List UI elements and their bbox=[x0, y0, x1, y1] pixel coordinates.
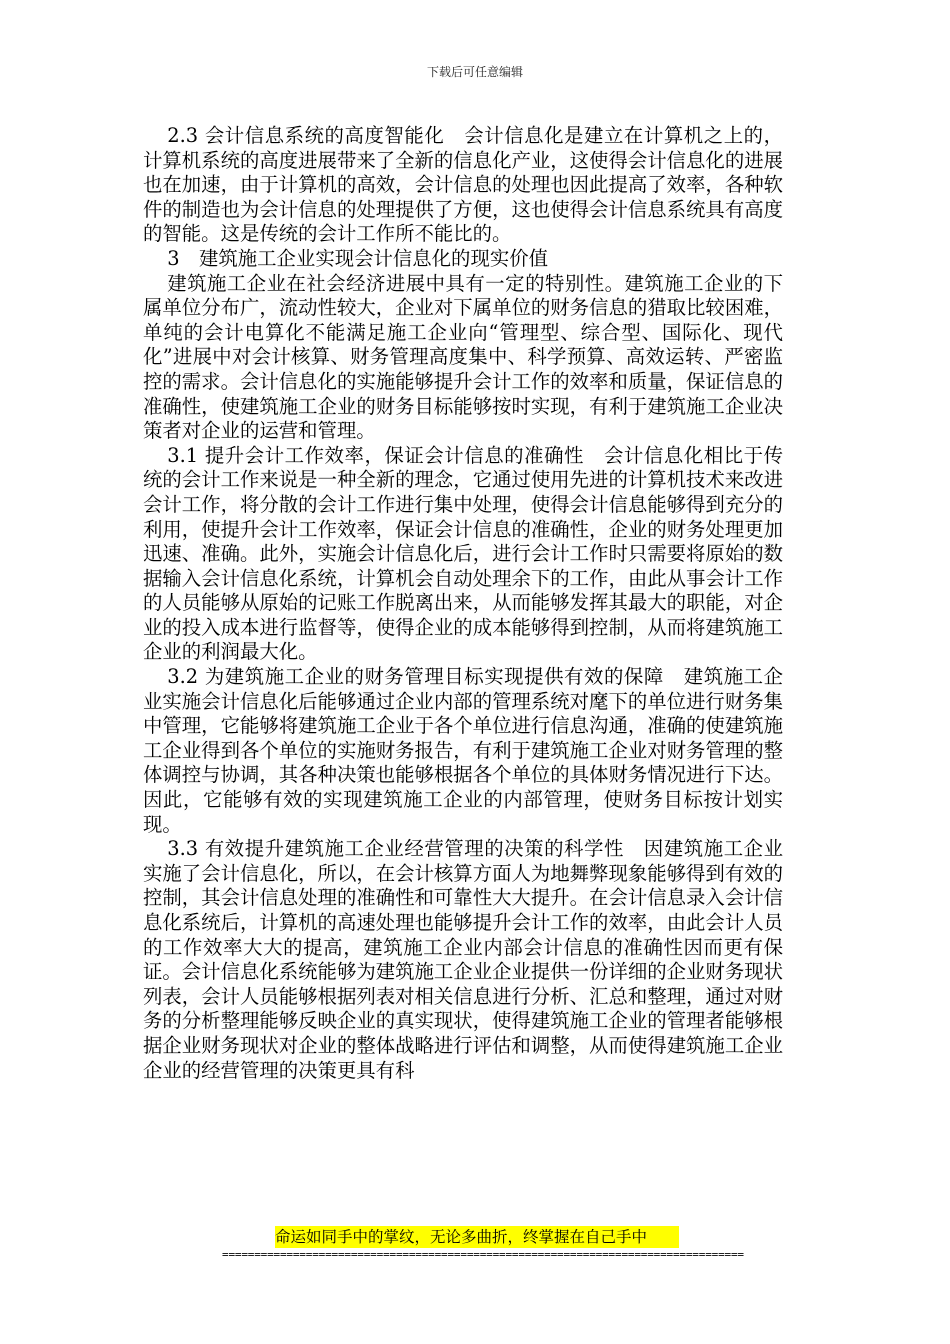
paragraph-2-3: 2.3 会计信息系统的高度智能化 会计信息化是建立在计算机之上的，计算机系统的高度进展带来了全新的信息化产业，这使得会计信息化的进展也在加速，由于计算机的高效，会计信息的处理也因此提高了效率，各种软件的制造也为会计信息的处理提供了方便，这也使得会计信息系统具有高度的智能。这是传统的会计工作所不能比的。 bbox=[143, 124, 783, 246]
page-header: 下载后可任意编辑 bbox=[426, 65, 523, 79]
paragraph-3-3: 3.3 有效提升建筑施工企业经营管理的决策的科学性 因建筑施工企业实施了会计信息化，所以，在会计核算方面人为地舞弊现象能够得到有效的控制，其会计信息处理的准确性和可靠性大大提升。在会计信息录入会计信息化系统后，计算机的高速处理也能够提升会计工作的效率，由此会计人员的工作效率大大的提高，建筑施工企业内部会计信息的准确性因而更有保证。会计信息化系统能够为建筑施工企业企业提供一份详细的企业财务现状列表，会计人员能够根据列表对相关信息进行分析、汇总和整理，通过对财务的分析整理能够反映企业的真实现状，使得建筑施工企业的管理者能够根据企业财务现状对企业的整体战略进行评估和调整，从而使得建筑施工企业企业的经营管理的决策更具有科 bbox=[143, 837, 783, 1082]
paragraph-3-2: 3.2 为建筑施工企业的财务管理目标实现提供有效的保障 建筑施工企业实施会计信息化后能够通过企业内部的管理系统对麾下的单位进行财务集中管理，它能够将建筑施工企业于各个单位进行信息沟通，准确的使建筑施工企业得到各个单位的实施财务报告，有利于建筑施工企业对财务管理的整体调控与协调，其各种决策也能够根据各个单位的具体财务情况进行下达。因此，它能够有效的实现建筑施工企业的内部管理，使财务目标按计划实现。 bbox=[143, 665, 783, 836]
document-body bbox=[143, 124, 783, 1083]
section-heading-3: 3 建筑施工企业实现会计信息化的现实价值 bbox=[167, 246, 549, 270]
paragraph-3-intro: 建筑施工企业在社会经济进展中具有一定的特别性。建筑施工企业的下属单位分布广，流动性较大，企业对下属单位的财务信息的猎取比较困难，单纯的会计电算化不能满足施工企业向“管理型、综合型、国际化、现代化”进展中对会计核算、财务管理高度集中、科学预算、高效运转、严密监控的需求。会计信息化的实施能够提升会计工作的效率和质量，保证信息的准确性，使建筑施工企业的财务目标能够按时实现，有利于建筑施工企业决策者对企业的运营和管理。 bbox=[143, 271, 783, 443]
footer-divider-rule: ================================================================================= bbox=[222, 1248, 744, 1261]
footer-motto-banner: 命运如同手中的掌纹，无论多曲折，终掌握在自己手中 bbox=[275, 1226, 679, 1248]
paragraph-3-1: 3.1 提升会计工作效率，保证会计信息的准确性 会计信息化相比于传统的会计工作来说是一种全新的理念，它通过使用先进的计算机技术来改进会计工作，将分散的会计工作进行集中处理，使得会计信息能够得到充分的利用，使提升会计工作效率，保证会计信息的准确性，企业的财务处理更加迅速、准确。此外，实施会计信息化后，进行会计工作时只需要将原始的数据输入会计信息化系统，计算机会自动处理余下的工作，由此从事会计工作的人员能够从原始的记账工作脱离出来，从而能够发挥其最大的职能，对企业的投入成本进行监督等，使得企业的成本能够得到控制，从而将建筑施工企业的利润最大化。 bbox=[143, 443, 783, 664]
